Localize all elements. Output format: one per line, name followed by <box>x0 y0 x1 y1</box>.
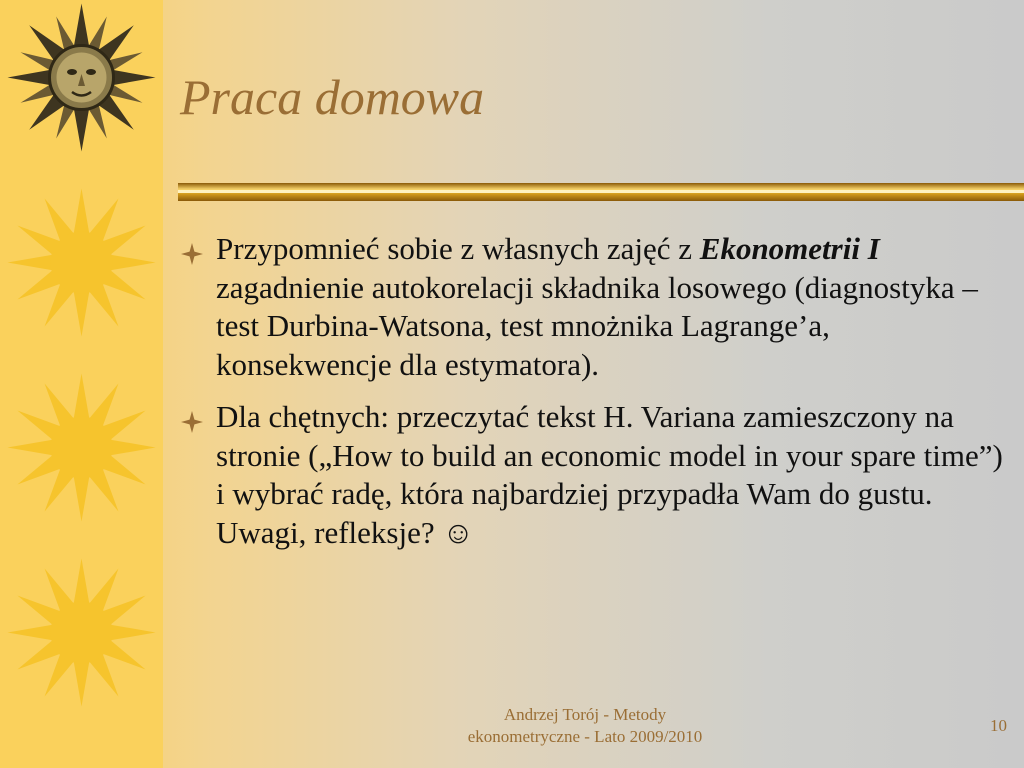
slide-footer <box>440 704 730 748</box>
four-point-star-icon <box>180 242 204 266</box>
sun-icon <box>4 555 159 710</box>
footer-line: ekonometryczne - Lato 2009/2010 <box>467 727 703 746</box>
bullet-text: Dla chętnych: przeczytać tekst H. Variana zamieszczony na stronie („How to build an economic model in your spare time”) i wybrać radę, która najbardziej przypadła Wam do gustu. Uwagi, refleksje? ☺ <box>216 399 1003 550</box>
page-number: 10 <box>990 716 1007 735</box>
face-sun-icon <box>4 0 159 155</box>
bullet-emphasis: Ekonometrii I <box>699 231 880 266</box>
bullet-list <box>180 230 1010 566</box>
sun-icon <box>4 185 159 340</box>
four-point-star-icon <box>180 410 204 434</box>
title-divider <box>178 181 1024 203</box>
sun-icon <box>4 370 159 525</box>
bullet-text: Przypomnieć sobie z własnych zajęć z <box>216 231 700 266</box>
footer-line: Andrzej Torój - Metody <box>503 705 667 724</box>
list-item <box>180 398 1010 552</box>
slide-title: Praca domowa <box>180 69 485 125</box>
bullet-text: zagadnienie autokorelacji składnika losowego (diagnostyka – test Durbina-Watsona, test mnożnika Lagrange’a, konsekwencje dla estymatora). <box>216 269 978 382</box>
list-item <box>180 230 1010 384</box>
